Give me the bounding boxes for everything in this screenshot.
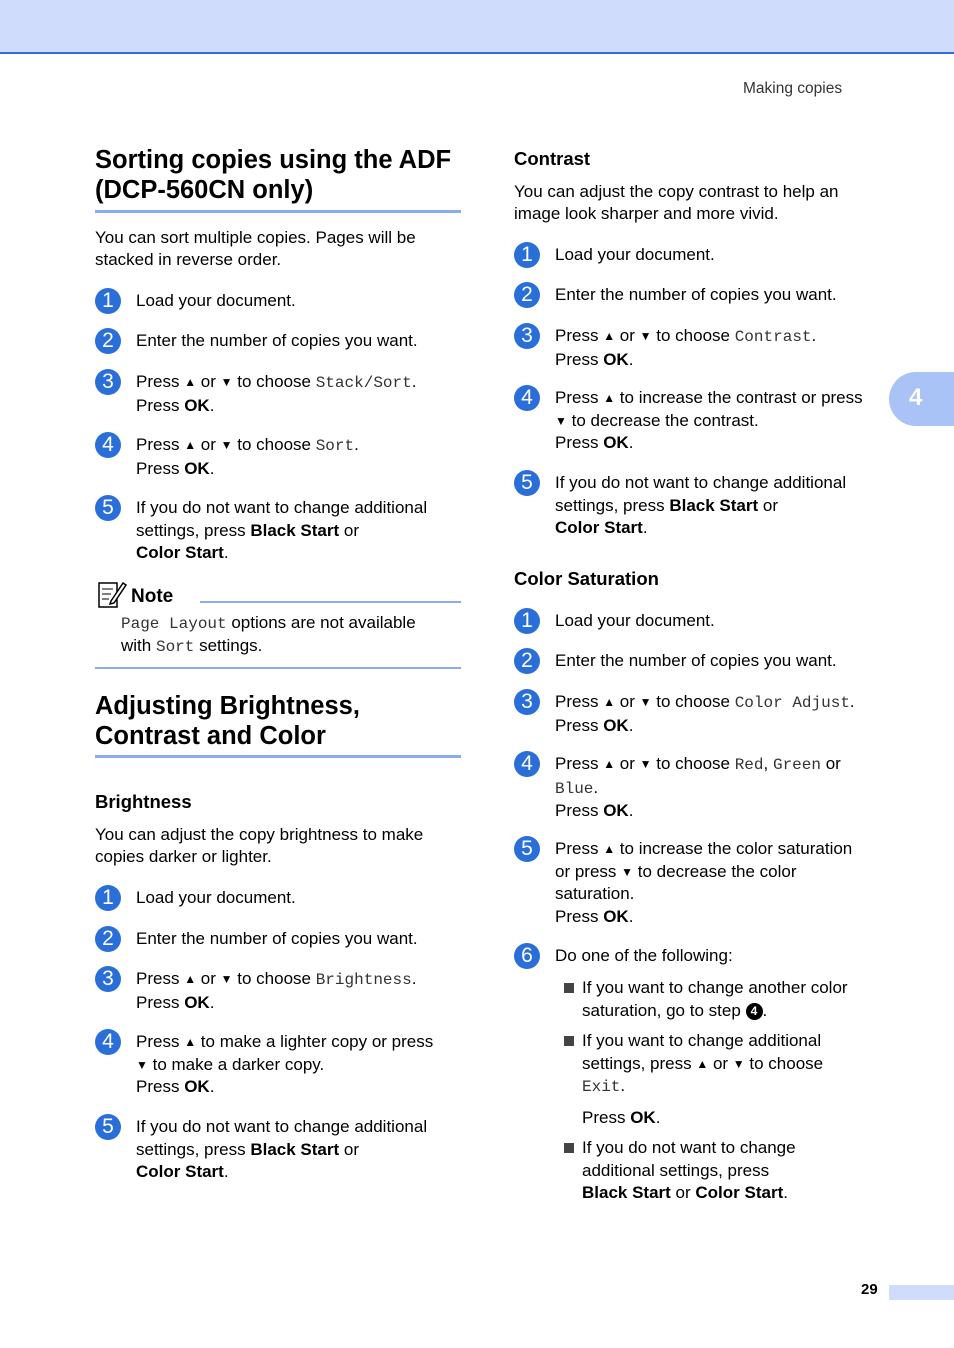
down-arrow-icon: ▼ (555, 413, 567, 428)
step-reference-badge: 4 (746, 1003, 763, 1020)
down-arrow-icon: ▼ (220, 972, 233, 986)
contrast-step-3: 3 Press ▲ or ▼ to choose Contrast. Press OK. (555, 325, 816, 371)
down-arrow-icon: ▼ (220, 375, 233, 389)
step-number-badge: 5 (95, 495, 121, 521)
color-step-6: 6 Do one of the following: (555, 945, 733, 968)
color-step-3: 3 Press ▲ or ▼ to choose Color Adjust. Press OK. (555, 691, 855, 737)
bullet-item: If you do not want to change additional settings, press Black Start or Color Start. (582, 1137, 796, 1205)
brightness-step-4: 4 Press ▲ to make a lighter copy or press ▼ to make a darker copy. Press OK. (136, 1031, 433, 1099)
step-number-badge: 1 (514, 242, 540, 268)
step-number-badge: 5 (514, 470, 540, 496)
brightness-step-5: 5 If you do not want to change additional settings, press Black Start or Color Start. (136, 1116, 427, 1184)
step-number-badge: 1 (95, 885, 121, 911)
step-number-badge: 2 (95, 926, 121, 952)
note-pencil-icon (97, 579, 127, 609)
up-arrow-icon: ▲ (696, 1056, 709, 1071)
heading-color-saturation: Color Saturation (514, 568, 659, 589)
up-arrow-icon: ▲ (184, 375, 197, 389)
sorting-step-2: 2 Enter the number of copies you want. (136, 330, 418, 353)
step-number-badge: 3 (514, 689, 540, 715)
up-arrow-icon: ▲ (184, 972, 197, 986)
page-number: 29 (861, 1281, 878, 1298)
step-number-badge: 2 (514, 282, 540, 308)
section-title-adjusting: Adjusting Brightness, Contrast and Color (95, 692, 360, 750)
contrast-step-5: 5 If you do not want to change additional settings, press Black Start or Color Start. (555, 472, 846, 540)
down-arrow-icon: ▼ (639, 695, 652, 709)
sorting-step-4: 4 Press ▲ or ▼ to choose Sort. Press OK. (136, 434, 359, 480)
bullet-square-icon (564, 1143, 574, 1153)
brightness-step-3: 3 Press ▲ or ▼ to choose Brightness. Press OK. (136, 968, 416, 1014)
chapter-number: 4 (909, 384, 923, 411)
step-number-badge: 5 (95, 1114, 121, 1140)
color-step-2: 2 Enter the number of copies you want. (555, 650, 837, 673)
color-step-5: 5 Press ▲ to increase the color saturation or press ▼ to decrease the color saturation. Press OK. (555, 838, 852, 928)
step-number-badge: 4 (514, 385, 540, 411)
step-number-badge: 4 (95, 1029, 121, 1055)
contrast-step-2: 2 Enter the number of copies you want. (555, 284, 837, 307)
heading-contrast: Contrast (514, 148, 591, 169)
step-number-badge: 2 (514, 648, 540, 674)
bullet-square-icon (564, 983, 574, 993)
step-number-badge: 4 (95, 432, 121, 458)
note-title: Note (131, 586, 174, 607)
bullet-item: If you want to change another color saturation, go to step 4 . (582, 977, 848, 1022)
down-arrow-icon: ▼ (639, 757, 652, 771)
down-arrow-icon: ▼ (639, 329, 652, 343)
contrast-intro: You can adjust the copy contrast to help an image look sharper and more vivid. (514, 182, 839, 223)
down-arrow-icon: ▼ (621, 864, 634, 879)
up-arrow-icon: ▲ (603, 391, 616, 405)
color-step-1: 1 Load your document. (555, 610, 715, 633)
chapter-tab (889, 372, 954, 426)
contrast-step-4: 4 Press ▲ to increase the contrast or press ▼ to decrease the contrast. Press OK. (555, 387, 863, 455)
step-number-badge: 1 (514, 608, 540, 634)
step-number-badge: 3 (95, 966, 121, 992)
step-number-badge: 6 (514, 943, 540, 969)
note-body: Page Layout options are not available with Sort settings. (121, 613, 416, 656)
brightness-intro: You can adjust the copy brightness to make copies darker or lighter. (95, 825, 424, 866)
note-rule (200, 601, 461, 603)
heading-brightness: Brightness (95, 791, 192, 812)
step-number-badge: 3 (514, 323, 540, 349)
down-arrow-icon: ▼ (220, 438, 233, 452)
step-number-badge: 2 (95, 328, 121, 354)
up-arrow-icon: ▲ (603, 329, 616, 343)
color-step-4: 4 Press ▲ or ▼ to choose Red, Green or Blue. Press OK. (555, 753, 841, 823)
step-number-badge: 1 (95, 288, 121, 314)
down-arrow-icon: ▼ (136, 1057, 148, 1072)
brightness-step-1: 1 Load your document. (136, 887, 296, 910)
step-number-badge: 5 (514, 836, 540, 862)
up-arrow-icon: ▲ (603, 842, 616, 856)
contrast-step-1: 1 Load your document. (555, 244, 715, 267)
sorting-step-5: 5 If you do not want to change additional settings, press Black Start or Color Start. (136, 497, 427, 565)
sorting-intro: You can sort multiple copies. Pages will be stacked in reverse order. (95, 228, 416, 269)
step-number-badge: 3 (95, 369, 121, 395)
step-number-badge: 4 (514, 751, 540, 777)
note-rule (95, 667, 461, 669)
up-arrow-icon: ▲ (184, 1035, 197, 1049)
top-banner (0, 0, 954, 54)
up-arrow-icon: ▲ (184, 438, 197, 452)
section-title-sorting: Sorting copies using the ADF (DCP-560CN only) (95, 146, 452, 204)
bullet-square-icon (564, 1036, 574, 1046)
brightness-step-2: 2 Enter the number of copies you want. (136, 928, 418, 951)
sorting-step-3: 3 Press ▲ or ▼ to choose Stack/Sort. Press OK. (136, 371, 416, 417)
sorting-step-1: 1 Load your document. (136, 290, 296, 313)
up-arrow-icon: ▲ (603, 757, 616, 771)
running-head: Making copies (743, 80, 843, 97)
up-arrow-icon: ▲ (603, 695, 616, 709)
bullet-item: If you want to change additional settings, press ▲ or ▼ to choose Exit. Press OK. (582, 1030, 823, 1129)
down-arrow-icon: ▼ (732, 1056, 745, 1071)
page-number-bar (889, 1285, 954, 1300)
section-rule (95, 755, 461, 758)
section-rule (95, 210, 461, 213)
